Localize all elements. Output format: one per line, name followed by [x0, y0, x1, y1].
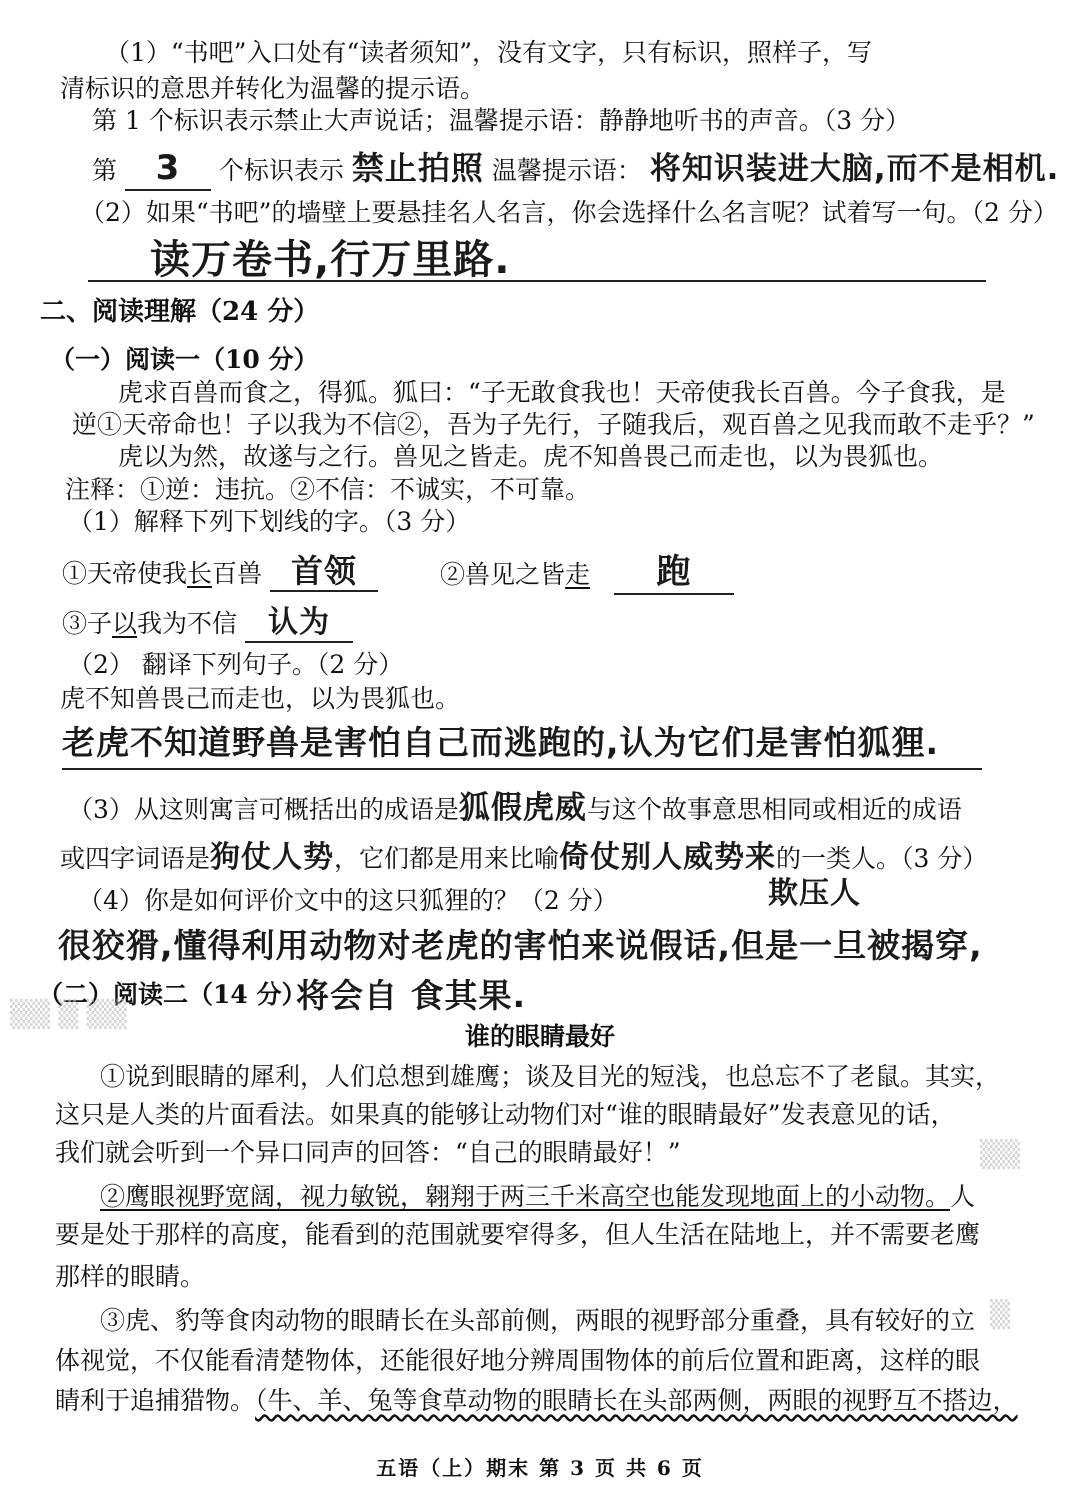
- bleed-through-mark: ▒▒ ▒ ▒▒: [10, 1000, 127, 1030]
- reading1-q4: （4）你是如何评价文中的这只狐狸的？（2 分）: [78, 886, 618, 915]
- reading2-p2-line3: 那样的眼睛。: [55, 1262, 206, 1291]
- answer-rule: [88, 280, 986, 282]
- reading1-q2-answer[interactable]: 老虎不知道野兽是害怕自己而逃跑的,认为它们是害怕狐狸.: [62, 723, 940, 762]
- reading2-p1-line1: ①说到眼睛的犀利，人们总想到雄鹰；谈及目光的短浅，也总忘不了老鼠。其实，: [100, 1062, 1001, 1091]
- q3-mid: 与这个故事意思相同或相近的成语: [586, 795, 962, 824]
- fill-mid: 个标识表示: [218, 156, 344, 185]
- reading1-q3-line1: [68, 790, 962, 827]
- q1a-answer[interactable]: 首领: [270, 552, 378, 592]
- reading1-q2: （2） 翻译下列句子。（2 分）: [68, 650, 404, 679]
- q1-prompt-line1: （1）“书吧”入口处有“读者须知”，没有文字，只有标识，照样子，写: [105, 38, 873, 67]
- reading2-p1-line2: 这只是人类的片面看法。如果真的能够让动物们对“谁的眼睛最好”发表意见的话，: [55, 1100, 956, 1129]
- reading2-p3-line1: ③虎、豹等食肉动物的眼睛长在头部前侧，两眼的视野部分重叠，具有较好的立: [100, 1306, 976, 1335]
- p3-wavy-underlined: （牛、羊、兔等食草动物的眼睛长在头部两侧，两眼的视野互不搭边，: [255, 1386, 1018, 1415]
- q1a-pre: ①天帝使我: [62, 559, 188, 588]
- reading1-q1-c: [62, 605, 353, 643]
- bleed-through-mark: ▒▒: [980, 1140, 1020, 1170]
- fill-tip-answer[interactable]: 将知识装进大脑,而不是相机.: [649, 151, 1060, 187]
- reading1-text-line3: 虎以为然，故遂与之行。兽见之皆走。虎不知兽畏己而走也，以为畏狐也。: [118, 442, 944, 471]
- p3-pre: 睛利于追捕猎物。: [55, 1386, 256, 1415]
- reading2-heading: （二）阅读二（14 分）: [38, 980, 307, 1009]
- reading1-note: 注释：①逆：违抗。②不信：不诚实，不可靠。: [65, 475, 591, 504]
- reading1-q4-answer-line2[interactable]: 将会自 食其果.: [296, 976, 527, 1015]
- q1c-answer[interactable]: 认为: [245, 605, 353, 643]
- reading1-q2-sentence: 虎不知兽畏己而走也，以为畏狐也。: [60, 684, 461, 713]
- q3-answer-idiom[interactable]: 狐假虎威: [458, 790, 587, 826]
- q1b-answer[interactable]: 跑: [614, 552, 734, 595]
- answer-rule: [62, 768, 982, 770]
- reading1-q3-line2: [60, 840, 987, 876]
- q3-pre: （3）从这则寓言可概括出的成语是: [68, 795, 459, 824]
- fill-number-answer[interactable]: 3: [125, 148, 211, 191]
- q3-answer-similar[interactable]: 狗仗人势: [210, 840, 335, 875]
- reading1-q1: （1）解释下列下划线的字。（3 分）: [68, 507, 471, 536]
- reading2-title: 谁的眼睛最好: [464, 1022, 615, 1051]
- q1c-key: 以: [112, 609, 138, 638]
- q1a-key: 长: [187, 559, 213, 588]
- q1a-post: 百兽: [212, 559, 263, 588]
- q3-l2-mid: ，它们都是用来比喻: [334, 844, 560, 873]
- reading2-p2-line1: [100, 1182, 975, 1212]
- reading1-q1-a: [62, 552, 378, 592]
- reading1-heading: （一）阅读一（10 分）: [50, 345, 319, 374]
- q1-part2-answer[interactable]: 读万卷书,行万里路.: [150, 237, 511, 283]
- q3-l2-post: 的一类人。（3 分）: [776, 844, 988, 873]
- reading1-text-line2: 逆①天帝命也！子以我为不信②，吾为子先行，子随我后，观百兽之见我而敢不走乎？”: [72, 410, 1035, 439]
- reading2-p3-line2: 体视觉，不仅能看清楚物体，还能很好地分辨周围物体的前后位置和距离，这样的眼: [55, 1346, 981, 1375]
- q1b-pre: ②兽见之皆: [440, 560, 566, 589]
- q1c-post: 我为不信: [137, 609, 238, 638]
- reading1-text-line1: 虎求百兽而食之，得狐。狐曰：“子无敢食我也！天帝使我长百兽。今子食我，是: [118, 378, 1006, 407]
- q3-answer-meaning-extra[interactable]: 欺压人: [768, 876, 861, 911]
- reading2-p2-line2: 要是处于那样的高度，能看到的范围就要窄得多，但人生活在陆地上，并不需要老鹰: [55, 1220, 981, 1249]
- q1-part2-prompt: （2）如果“书吧”的墙壁上要悬挂名人名言，你会选择什么名言呢？试着写一句。（2 分）: [80, 198, 1058, 227]
- p2-underlined: ②鹰眼视野宽阔，视力敏锐，翱翔于两三千米高空也能发现地面上的小动物。: [100, 1182, 951, 1211]
- section2-heading: 二、阅读理解（24 分）: [40, 297, 320, 327]
- fill-tip-label: 温馨提示语：: [491, 156, 642, 185]
- q3-answer-meaning[interactable]: 倚仗别人威势来: [559, 840, 777, 875]
- reading2-p3-line3: [55, 1386, 1018, 1416]
- p2-post: 人: [950, 1182, 976, 1211]
- q1-prompt-line2: 清标识的意思并转化为温馨的提示语。: [60, 74, 486, 103]
- q3-l2-pre: 或四字词语是: [60, 844, 211, 873]
- fill-prefix: 第: [92, 156, 118, 185]
- fill-meaning-answer[interactable]: 禁止拍照: [351, 149, 484, 187]
- reading2-p1-line3: 我们就会听到一个异口同声的回答：“自己的眼睛最好！”: [55, 1138, 681, 1167]
- bleed-through-mark: ▒: [990, 1300, 1010, 1330]
- q1-example: 第 1 个标识表示禁止大声说话；温馨提示语：静静地听书的声音。（3 分）: [92, 106, 911, 135]
- page-footer: 五语（上）期末 第 3 页 共 6 页: [376, 1456, 704, 1480]
- q1-fill-row: [92, 148, 1059, 191]
- q1c-pre: ③子: [62, 609, 113, 638]
- q1b-key: 走: [565, 560, 591, 589]
- reading1-q4-answer-line1[interactable]: 很狡猾,懂得利用动物对老虎的害怕来说假话,但是一旦被揭穿,: [58, 926, 983, 965]
- reading1-q1-b: [440, 552, 734, 595]
